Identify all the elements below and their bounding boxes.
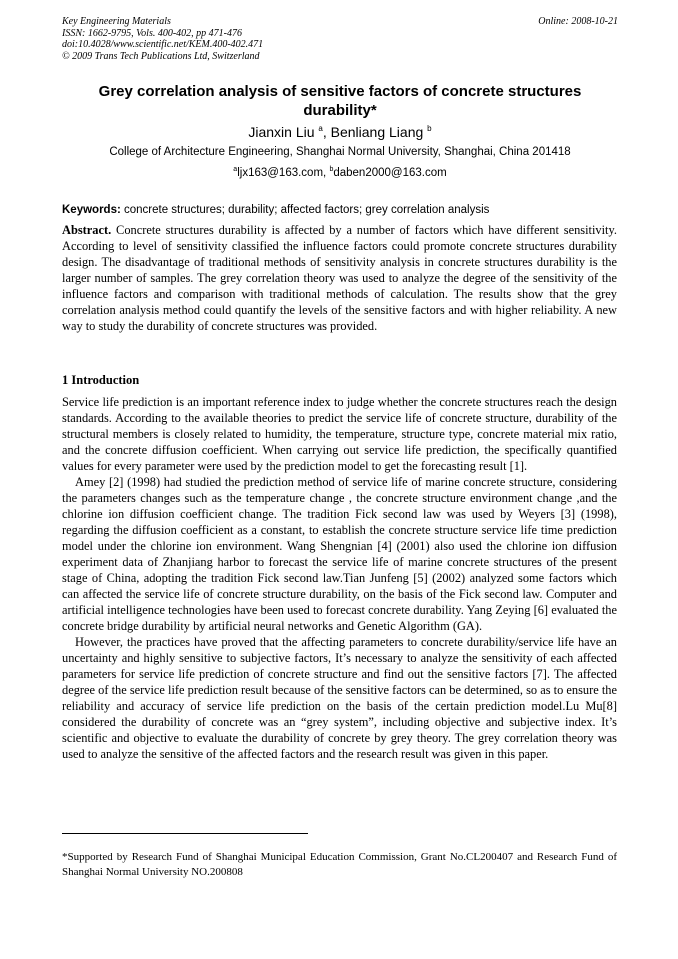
email-a: ljx163@163.com, (237, 167, 330, 179)
author-superscript: b (427, 124, 432, 133)
paper-title: Grey correlation analysis of sensitive factors of concrete structures durability* (98, 83, 582, 119)
author-line (62, 124, 618, 141)
author-name: Jianxin Liu (248, 124, 315, 140)
keywords-label: Keywords: (62, 204, 121, 216)
footnote-divider (62, 833, 308, 834)
author-separator: , (322, 124, 331, 140)
email-superscript: b (329, 166, 334, 173)
journal-name: Key Engineering Materials (62, 16, 171, 27)
author-emails (62, 166, 618, 180)
abstract-text: Concrete structures durability is affected by a number of factors which have different sensitivity. According to level of sensitivity classified the influence factors could promote concrete structures durability design. The disadvantage of traditional methods of sensitivity analysis in concrete structures durability is the larger number of samples. The grey correlation theory was used to analyze the degree of the sensitivity of the influence factors and comparison with traditional methods of calculation. The results show that the grey correlation analysis method could quantify the levels of the sensitive factors and with higher reliability. A new way to study the durability of concrete structures was provided. (62, 223, 617, 333)
keywords-text: concrete structures; durability; affected factors; grey correlation analysis (120, 204, 490, 216)
introduction-body (62, 394, 617, 762)
author-name: Benliang Liang (330, 124, 424, 140)
journal-header (62, 16, 618, 62)
email-b: daben2000@163.com (333, 167, 447, 179)
abstract-paragraph (62, 222, 617, 334)
paragraph: Service life prediction is an important reference index to judge whether the concrete structures reach the design standards. According to the available theories to predict the service life of concrete structure, durability of the structural members is closely related to humidity, the temperature, structure type, concrete material mix ratio, and the concrete diffusion coefficient. When carrying out service life prediction, the specifically quantified values for every parameter were used by the prediction model to get the forecasting result [1]. (62, 395, 617, 473)
footnote-marker: * (62, 851, 68, 863)
online-date: Online: 2008-10-21 (538, 16, 618, 27)
paragraph: Amey [2] (1998) had studied the prediction method of service life of marine concrete structure, considering the parameters changes such as the temperature change , the concrete structure environment change ,and the chlorine ion diffusion coefficient change. The tradition Fick second law was used by Weyers [3] (1998), regarding the diffusion coefficient as a constant, to establish the concrete structure service life time prediction model under the chlorine ion environment. Wang Shengnian [4] (2001) also used the chlorine ion diffusion experiment data of Zhanjiang harbor to forecast the service life of marine concrete structures of the present stage of China, adopting the tradition Fick second law.Tian Junfeng [5] (2002) analyzed some factors which can affected the service life of concrete structure durability, on the basis of the Fick second law. Computer and artificial intelligence technologies have been used to forecast concrete durability. Yang Zeying [6] evaluated the concrete bridge durability by artificial neural networks and Genetic Algorithm (GA). (62, 475, 617, 633)
affiliation: College of Architecture Engineering, Shanghai Normal University, Shanghai, China 201418 (109, 146, 571, 158)
journal-copyright: © 2009 Trans Tech Publications Ltd, Switzerland (62, 50, 260, 62)
abstract-label: Abstract. (62, 223, 112, 237)
email-superscript: a (233, 166, 238, 173)
journal-doi: doi:10.4028/www.scientific.net/KEM.400-402.471 (62, 39, 264, 50)
keywords-line (62, 203, 618, 217)
footnote-text: Supported by Research Fund of Shanghai Municipal Education Commission, Grant No.CL200407 and Research Fund of Shanghai Normal University NO.200808 (62, 851, 617, 878)
author-superscript: a (318, 124, 323, 133)
paragraph: However, the practices have proved that the affecting parameters to concrete durability/service life have an uncertainty and highly sensitive to subjective factors, It’s necessary to analyze the sensitivity of each affected parameters for service life prediction of concrete structure and find out the sensitive factors [7]. The affected degree of the service life prediction result because of the sensitive factors can be determined, so as to ensure the reliability and accuracy of service life prediction on the basis of the certain prediction model.Lu Mu[8] considered the durability of concrete was an “grey system”, including objective and subjective index. It’s scientific and objective to evaluate the durability of concrete by grey theory. The grey correlation theory was used to analyze the sensitive of the affected factors and the research result was given in this paper. (62, 635, 617, 761)
journal-info (62, 16, 618, 62)
section-heading: 1 Introduction (62, 373, 140, 387)
footnote (62, 850, 617, 879)
journal-issn: ISSN: 1662-9795, Vols. 400-402, pp 471-476 (62, 27, 242, 39)
